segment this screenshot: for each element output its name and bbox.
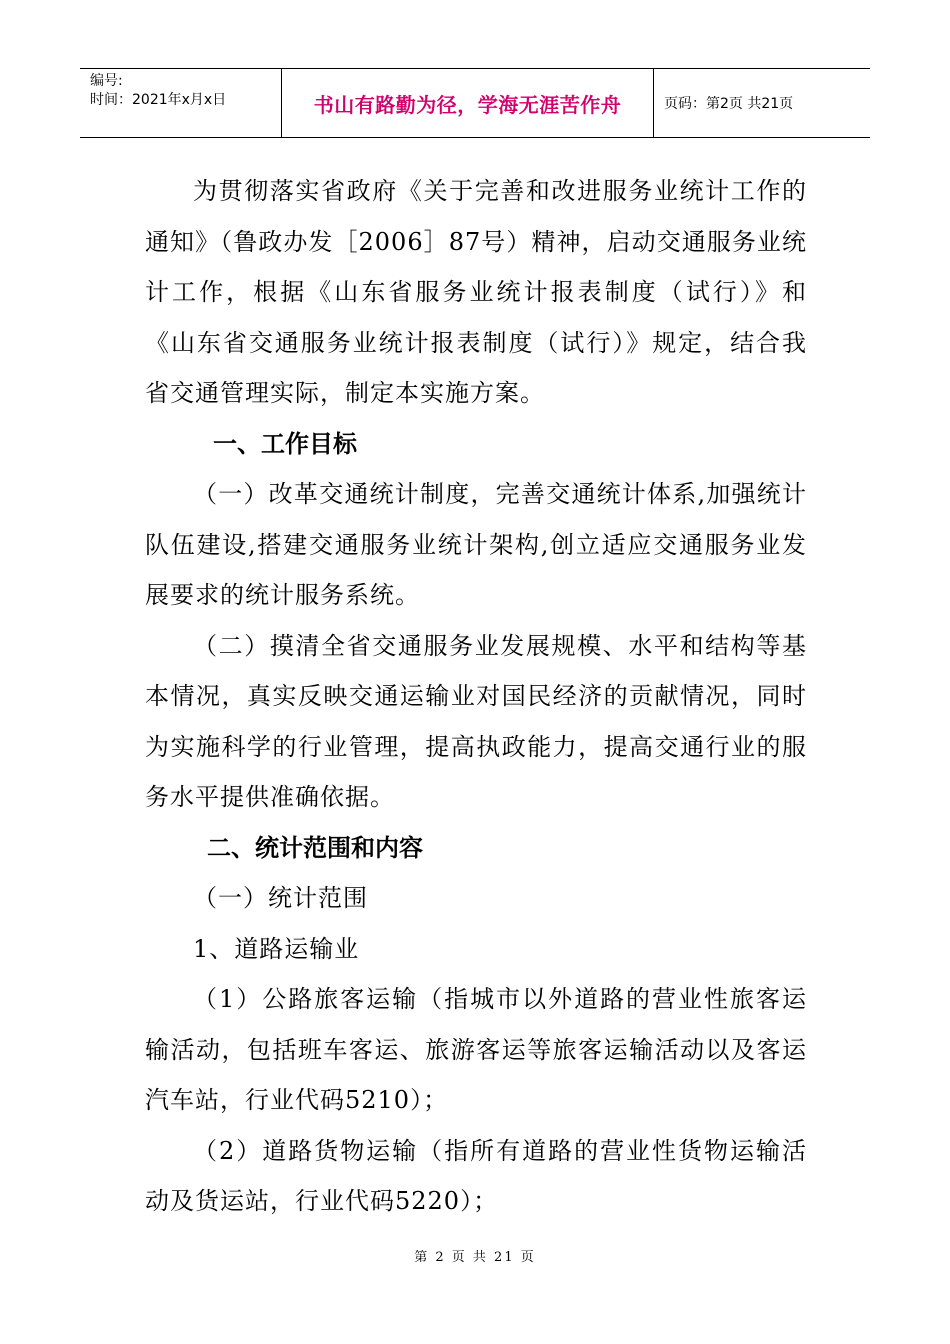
section-heading-goals: 一、工作目标	[213, 429, 357, 458]
item-road-passenger: （1）公路旅客运输（指城市以外道路的营业性旅客运输活动，包括班车客运、旅游客运等旅客运输活动以及客运汽车站，行业代码5210）；	[145, 985, 807, 1114]
goal-paragraph-1: （一）改革交通统计制度，完善交通统计体系,加强统计队伍建设,搭建交通服务业统计架构,创立适应交通服务业发展要求的统计服务系统。	[145, 480, 807, 609]
document-time-label: 时间：2021年x月x日	[90, 92, 227, 108]
header-page-info: 页码：第2页 共21页	[664, 96, 794, 112]
header-motto: 书山有路勤为径，学海无涯苦作舟	[282, 69, 654, 137]
document-number-label: 编号:	[90, 73, 123, 89]
page-footer: 第 2 页 共 21 页	[414, 1250, 536, 1265]
item-heading-road-transport: 1、道路运输业	[193, 934, 360, 963]
scope-subheading: （一）统计范围	[193, 884, 368, 912]
item-road-freight: （2）道路货物运输（指所有道路的营业性货物运输活动及货运站，行业代码5220）；	[145, 1136, 807, 1215]
section-heading-scope: 二、统计范围和内容	[207, 833, 423, 862]
goal-paragraph-2: （二）摸清全省交通服务业发展规模、水平和结构等基本情况，真实反映交通运输业对国民经济的贡献情况，同时为实施科学的行业管理，提高执政能力，提高交通行业的服务水平提供准确依据。	[145, 631, 807, 811]
intro-paragraph: 为贯彻落实省政府《关于完善和改进服务业统计工作的通知》（鲁政办发［2006］87号）精神，启动交通服务业统计工作，根据《山东省服务业统计报表制度（试行）》和《山东省交通服务业统计报表制度（试行）》规定，结合我省交通管理实际，制定本实施方案。	[145, 177, 807, 407]
document-body	[145, 166, 807, 1227]
page-header	[80, 68, 870, 138]
header-meta	[80, 69, 282, 137]
